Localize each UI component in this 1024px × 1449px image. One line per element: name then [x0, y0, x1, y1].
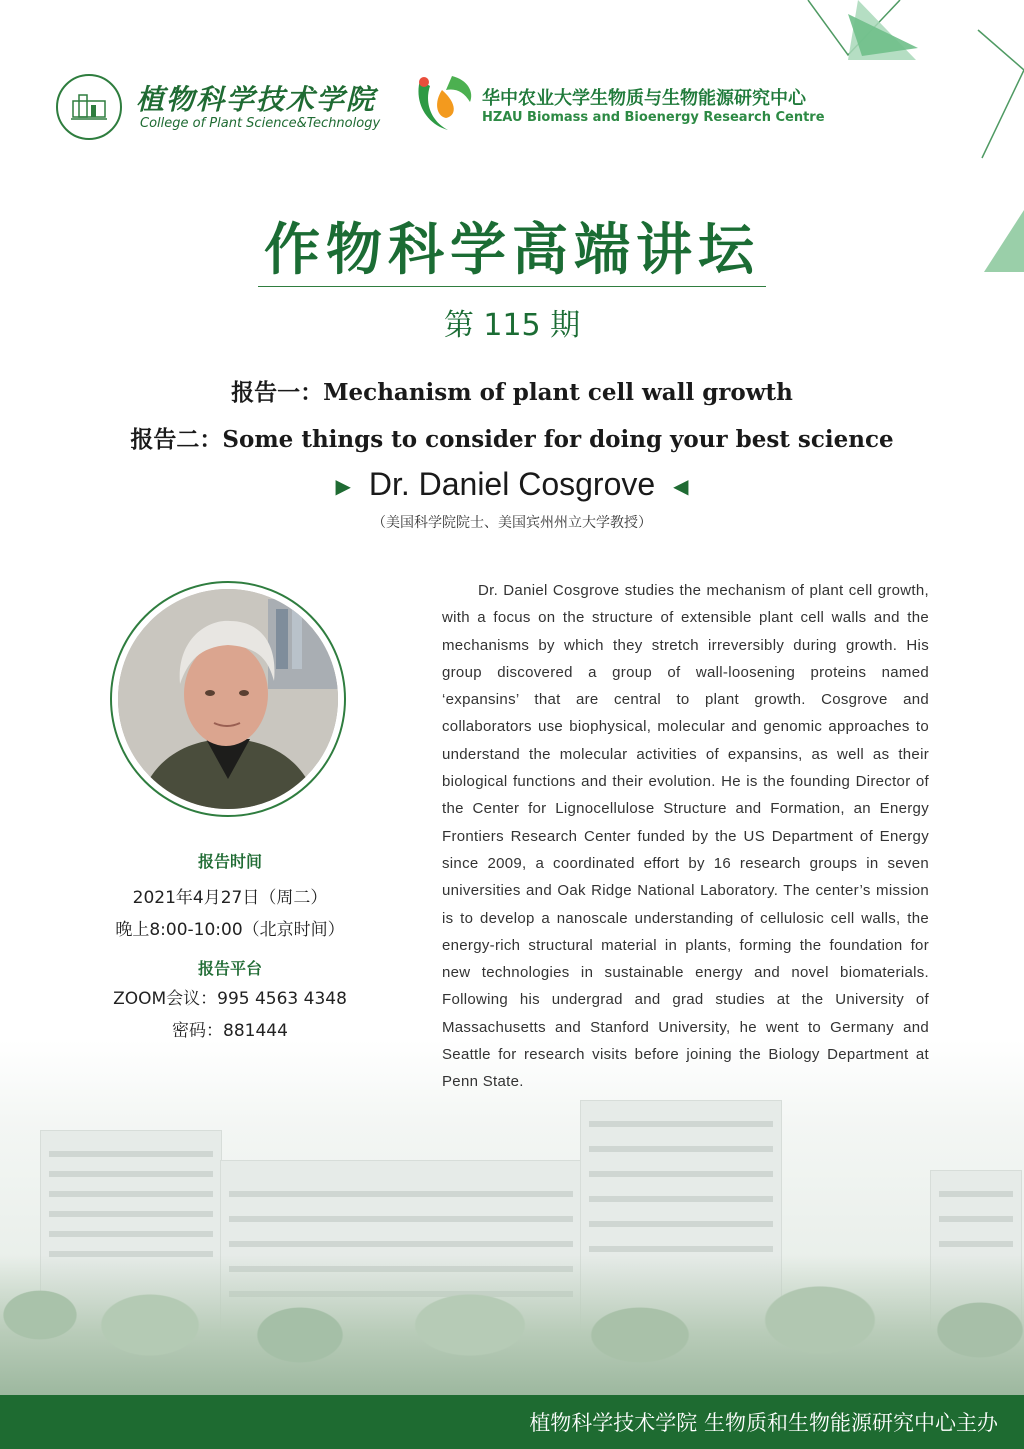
- college-name-en: College of Plant Science&Technology: [140, 116, 381, 131]
- footer-organizers: 植物科学技术学院 生物质和生物能源研究中心主办: [529, 1411, 998, 1435]
- date-value: 2021年4月27日（周二）: [132, 888, 328, 908]
- triangle-right-icon: ▶: [335, 476, 351, 499]
- centre-emblem-icon: [412, 72, 476, 134]
- schedule-block: [90, 849, 370, 1047]
- report-two-title: 报告二：Some things to consider for doing your best science: [130, 426, 894, 453]
- centre-name-cn: 华中农业大学生物质与生物能源研究中心: [482, 88, 806, 109]
- college-emblem-icon: [56, 74, 122, 140]
- centre-name-en: HZAU Biomass and Bioenergy Research Centre: [482, 110, 825, 125]
- college-name-cn: 植物科学技术学院: [136, 83, 377, 116]
- footer-bar: [0, 1395, 1024, 1449]
- speaker-photo: [118, 589, 338, 809]
- speaker-affiliation: （美国科学院院士、美国宾州州立大学教授）: [372, 515, 652, 531]
- report-one-title: 报告一：Mechanism of plant cell wall growth: [231, 379, 793, 406]
- poster-title: 作物科学高端讲坛: [264, 217, 760, 283]
- time-value: 晚上8:00-10:00（北京时间）: [115, 920, 345, 940]
- speaker-line: [0, 466, 1024, 503]
- issue-number: 第 115 期: [443, 308, 581, 343]
- time-label: 报告时间: [197, 852, 262, 871]
- platform-label: 报告平台: [197, 959, 262, 978]
- zoom-password: 密码：881444: [172, 1021, 288, 1041]
- triangle-left-icon: ◀: [673, 476, 689, 499]
- speaker-name: Dr. Daniel Cosgrove: [368, 466, 656, 502]
- zoom-meeting-id: ZOOM会议：995 4563 4348: [113, 989, 347, 1009]
- speaker-bio: Dr. Daniel Cosgrove studies the mechanism of plant cell growth, with a focus on the structure of extensible plant cell walls and the mechanisms by which they stretch irreversibly during growth. His group discovered a group of wall-loosening proteins named ‘expansins’ that are central to plant growth. Cosgrove and collaborators use biophysical, molecular and genomic approaches to understand the molecular activities of expansins, as well as their biological functions and their evolution. He is the founding Director of the Center for Lignocellulose Structure and Formation, an Energy Frontiers Research Center funded by the US Department of Energy since 2009, a coordinated effort by 16 research groups in seven universities and Oak Ridge National Laboratory. The center’s mission is to develop a nanoscale understanding of cellulosic cell walls, the energy-rich structural material in plants, forming the foundation for new technologies in sustainable energy and novel biomaterials. Following his undergrad and grad studies at the University of Massachusetts and Stanford University, he went to Germany and Seattle for research visits before joining the Biology Department at Penn State.: [442, 582, 929, 1091]
- title-divider: [258, 286, 766, 287]
